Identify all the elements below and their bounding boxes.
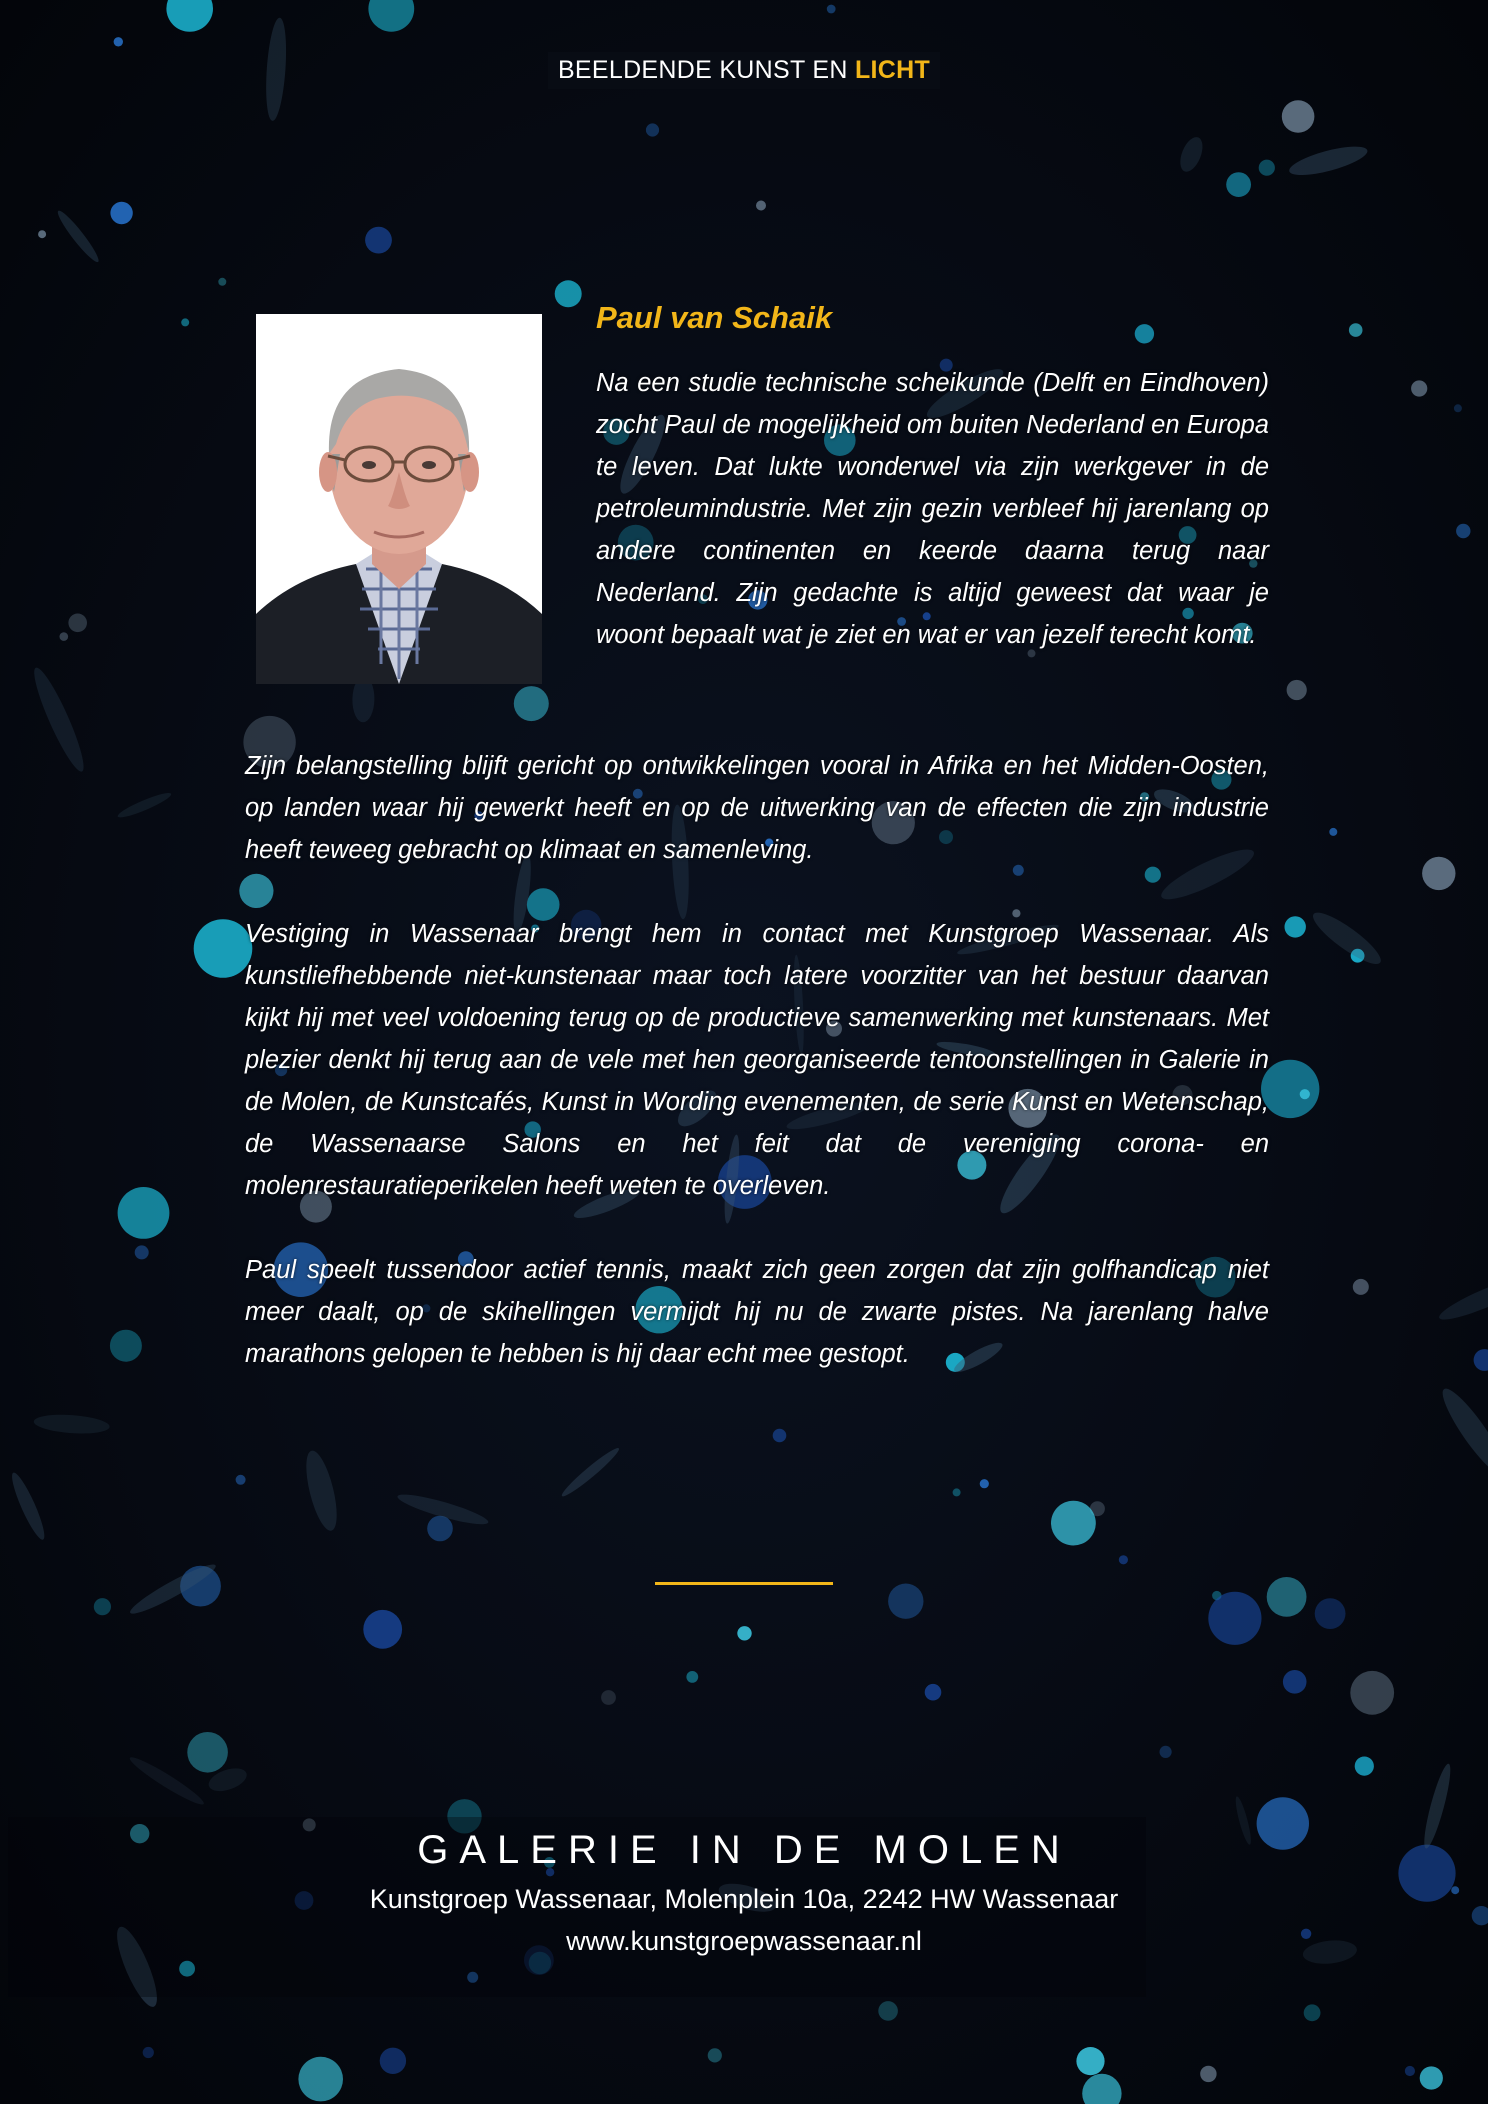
background-dot — [1051, 1501, 1096, 1546]
background-dot — [1300, 1089, 1310, 1099]
background-dot — [1285, 916, 1306, 937]
background-dot — [1135, 324, 1154, 343]
background-dot — [143, 2047, 154, 2058]
background-dot — [686, 1671, 698, 1683]
background-dot — [110, 1330, 142, 1362]
background-dot — [1355, 1757, 1374, 1776]
background-dot — [365, 227, 392, 254]
background-dot — [1420, 2066, 1443, 2089]
header-title-main: BEELDENDE KUNST EN — [557, 56, 848, 84]
background-dot — [1315, 1598, 1346, 1629]
background-dot — [1287, 680, 1307, 700]
background-dot — [181, 318, 189, 326]
background-dot — [1456, 524, 1470, 538]
background-dot — [236, 1475, 246, 1485]
background-dot — [1200, 2066, 1216, 2082]
section-divider — [655, 1582, 833, 1585]
background-dot — [646, 123, 659, 136]
header-title-box — [548, 52, 940, 89]
background-dot — [1350, 1671, 1394, 1715]
background-dot — [888, 1584, 923, 1619]
background-dot — [1454, 404, 1462, 412]
footer-address: Kunstgroep Wassenaar, Molenplein 10a, 2242 HW Wassenaar — [369, 1884, 1119, 1914]
background-dot — [1353, 1279, 1369, 1295]
background-dot — [953, 1488, 961, 1496]
background-dot — [1329, 828, 1337, 836]
background-dot — [1283, 1670, 1307, 1694]
background-dot — [1259, 160, 1275, 176]
background-dot — [601, 1690, 616, 1705]
background-dot — [737, 1626, 751, 1640]
background-dot — [555, 280, 582, 307]
background-dot — [878, 2001, 898, 2021]
background-dot — [925, 1684, 942, 1701]
footer-title: GALERIE IN DE MOLEN — [417, 1828, 1071, 1872]
background-dot — [1160, 1746, 1172, 1758]
background-dot — [363, 1610, 402, 1649]
footer-website: www.kunstgroepwassenaar.nl — [566, 1926, 922, 1956]
header-title — [0, 52, 1488, 89]
background-dot — [827, 5, 836, 14]
bio-paragraph-3: Vestiging in Wassenaar brengt hem in contact met Kunstgroep Wassenaar. Als kunstliefhebbende niet-kunstenaar maar toch latere voorzitter van het bestuur daarvan kijkt hij met veel voldoening terug op de productieve samenwerking met kunstenaars. Met plezier denkt hij terug aan de vele met hen georganiseerde tentoonstellingen in Galerie in de Molen, de Kunstcafés, Kunst in Wording evenementen, de serie Kunst en Wetenschap, de Wassenaarse Salons en het feit dat de vereniging corona- en molenrestauratieperikelen heeft weten te overleven. — [245, 920, 1269, 1200]
background-dot — [1349, 323, 1363, 337]
background-dot — [1282, 100, 1315, 133]
background-dot — [94, 1598, 111, 1615]
background-dot — [1422, 857, 1455, 890]
background-dot — [514, 686, 549, 721]
background-dot — [756, 201, 766, 211]
background-dot — [60, 632, 69, 641]
background-dot — [427, 1516, 453, 1542]
background-dot — [187, 1732, 228, 1773]
header-title-accent: LICHT — [854, 56, 931, 84]
background-dot — [110, 202, 132, 224]
bio-paragraph-4: Paul speelt tussendoor actief tennis, maakt zich geen zorgen dat zijn golfhandicap niet meer daalt, op de skihellingen vermijdt hij nu de zwarte pistes. Na jarenlang halve marathons gelopen te hebben is hij daar echt mee gestopt. — [245, 1256, 1269, 1368]
portrait-illustration — [256, 314, 542, 684]
bio-paragraph-2: Zijn belangstelling blijft gericht op ontwikkelingen vooral in Afrika en het Midden-Oosten, op landen waar hij gewerkt heeft en op de uitwerking van de effecten die zijn industrie heeft teweeg gebracht op klimaat en samenleving. — [245, 752, 1269, 864]
background-dot — [1226, 172, 1251, 197]
background-dot — [68, 614, 87, 633]
background-dot — [773, 1429, 787, 1443]
background-dot — [1261, 1060, 1319, 1118]
background-dot — [239, 874, 273, 908]
bio-paragraph-1: Na een studie technische scheikunde (Delft en Eindhoven) zocht Paul de mogelijkheid om buiten Nederland en Europa te leven. Dat lukte wonderwel via zijn werkgever in de petroleumindustrie. Met zijn gezin verbleef hij jarenlang op andere continenten en keerde daarna terug naar Nederland. Zijn gedachte is altijd geweest dat waar je woont bepaalt wat je ziet en wat er van jezelf terecht komt. — [596, 369, 1269, 649]
background-dot — [1405, 2066, 1415, 2076]
background-dot — [1119, 1555, 1128, 1564]
background-dot — [1267, 1577, 1307, 1617]
background-dot — [135, 1245, 149, 1259]
profile-name: Paul van Schaik — [596, 300, 833, 335]
background-dot — [114, 37, 123, 46]
background-dot — [1208, 1592, 1261, 1645]
background-dot — [380, 2048, 406, 2074]
background-dot — [1304, 2004, 1321, 2021]
background-dot — [194, 919, 253, 978]
portrait-photo — [256, 314, 542, 684]
background-dot — [38, 230, 46, 238]
background-dot — [118, 1187, 170, 1239]
background-dot — [1076, 2047, 1104, 2075]
background-dot — [218, 278, 226, 286]
background-dot — [980, 1479, 989, 1488]
background-dot — [1411, 380, 1427, 396]
background-dot — [298, 2057, 343, 2102]
background-dot — [708, 2048, 722, 2062]
